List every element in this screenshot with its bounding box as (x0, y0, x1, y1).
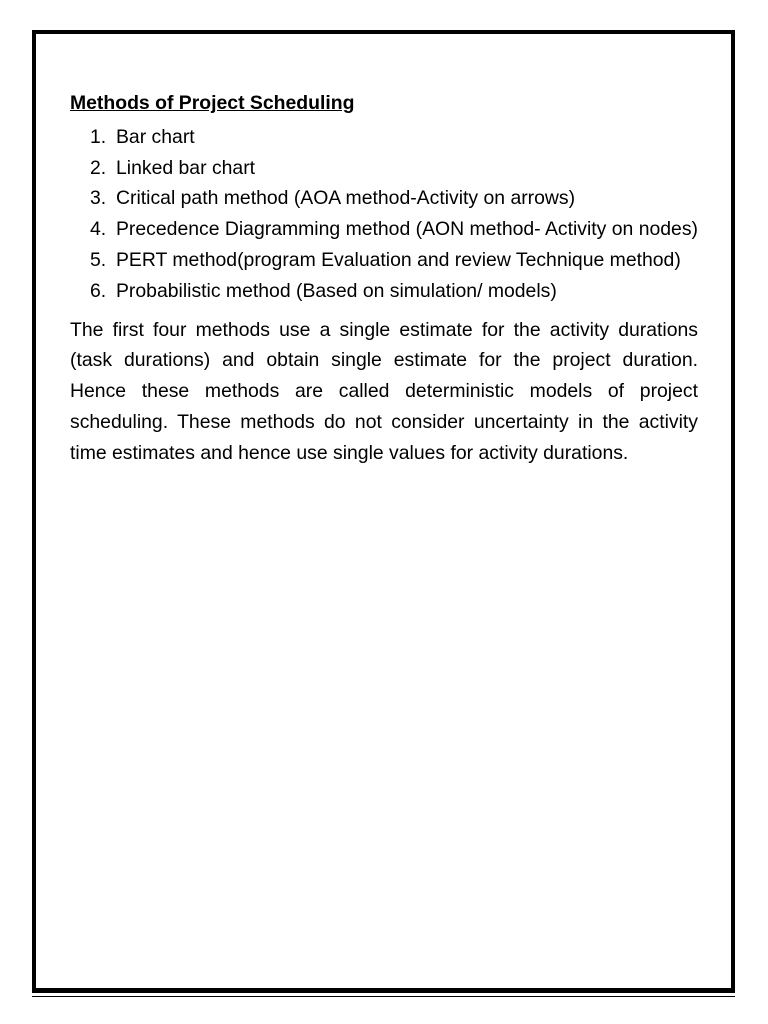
list-item-text: Precedence Diagramming method (AON method- Activity on nodes) (116, 218, 698, 241)
list-item-text: Linked bar chart (116, 156, 256, 179)
document-heading: Methods of Project Scheduling (70, 92, 355, 114)
list-item-text: Bar chart (116, 125, 195, 148)
document-body (70, 88, 698, 469)
list-item (70, 276, 698, 307)
body-paragraph: The first four methods use a single estimate for the activity durations (task durations) and obtain single estimate for the project duration. Hence these methods are called deterministic models of project scheduling. These methods do not consider uncertainty in the activity time estimates and hence use single values for activity durations. (70, 318, 698, 464)
methods-list (70, 122, 698, 307)
list-item-number: 4. (90, 218, 107, 241)
list-item-text: PERT method(program Evaluation and review Technique method) (116, 248, 681, 271)
list-item (70, 245, 698, 276)
list-item-number: 2. (90, 156, 107, 179)
list-item (70, 214, 698, 245)
list-item-number: 1. (90, 125, 107, 148)
list-item-text: Probabilistic method (Based on simulation/ models) (116, 279, 557, 302)
list-item-number: 5. (90, 248, 107, 271)
list-item-number: 3. (90, 187, 107, 210)
list-item-text: Critical path method (AOA method-Activity on arrows) (116, 187, 576, 210)
list-item (70, 153, 698, 184)
list-item (70, 183, 698, 214)
list-item (70, 122, 698, 153)
list-item-number: 6. (90, 279, 107, 302)
